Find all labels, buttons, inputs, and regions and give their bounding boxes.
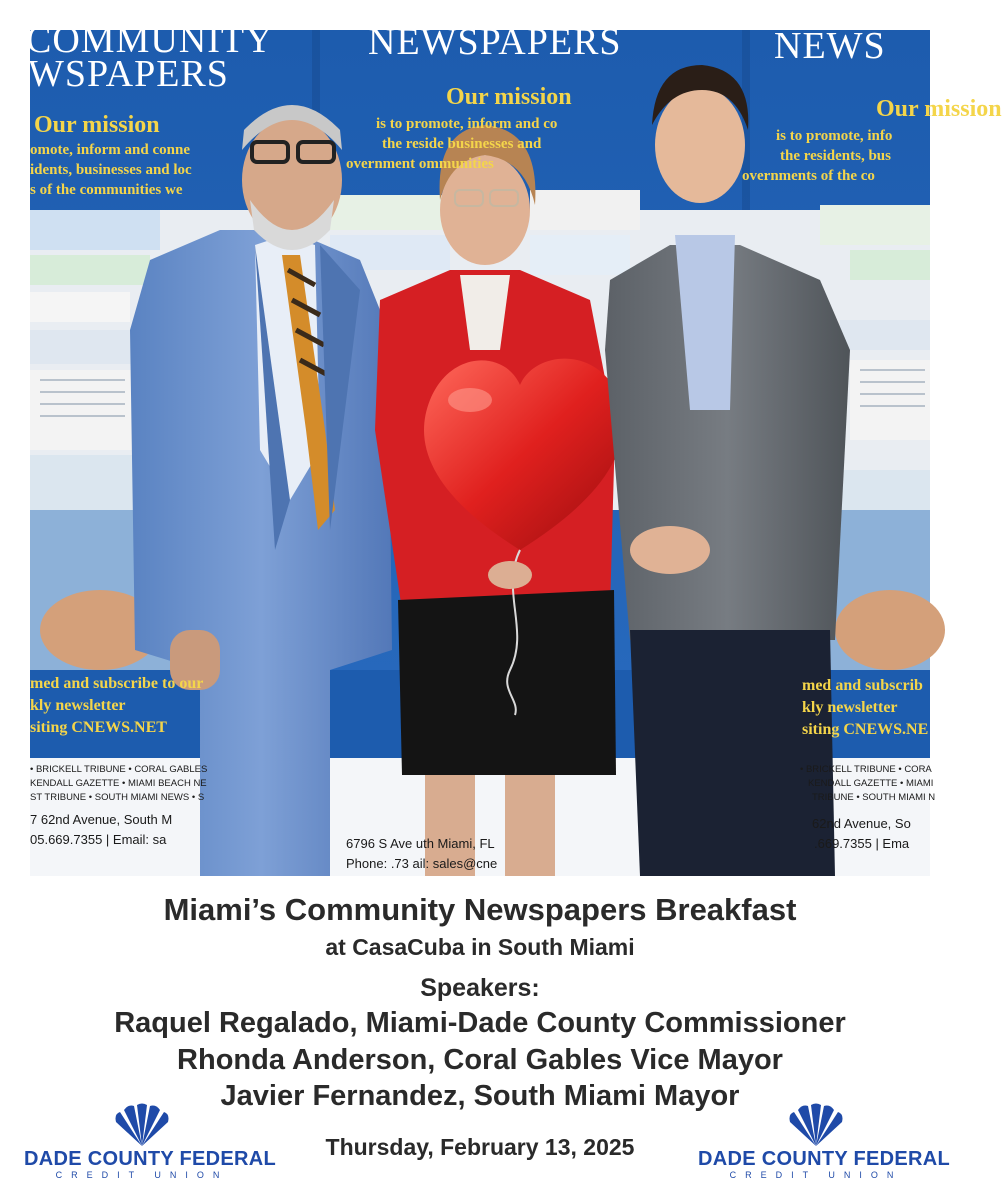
sponsor-name: DADE COUNTY FEDERAL	[698, 1148, 951, 1170]
speakers-heading: Speakers:	[420, 974, 540, 1002]
papers-right-3: TRIBUNE • SOUTH MIAMI N	[812, 792, 936, 803]
subscribe-left-3: siting CNEWS.NET	[30, 719, 167, 736]
papers-left-1: • BRICKELL TRIBUNE • CORAL GABLES	[30, 764, 208, 775]
shell-icon	[110, 1102, 174, 1148]
subscribe-left-2: kly newsletter	[30, 697, 126, 714]
phone-right: .669.7355 | Ema	[814, 836, 910, 851]
backdrop-title-right: NEWS	[774, 25, 886, 67]
address-right: 62nd Avenue, So	[812, 816, 911, 831]
sponsor-logo-left	[24, 1102, 277, 1182]
address-center: 6796 S Ave uth Miami, FL	[346, 836, 495, 851]
mission-heading-right: Our mission	[876, 96, 1002, 122]
phone-center: Phone: .73 ail: sales@cne	[346, 856, 498, 871]
subscribe-left-1: med and subscribe to our	[30, 675, 204, 692]
speaker-3: Javier Fernandez, South Miami Mayor	[220, 1080, 740, 1112]
subscribe-right-2: kly newsletter	[802, 699, 898, 716]
sponsor-name: DADE COUNTY FEDERAL	[24, 1148, 277, 1170]
backdrop-title-center: NEWSPAPERS	[368, 21, 622, 63]
mission-center-3: overnment ommunities	[346, 156, 494, 172]
sponsor-subtitle: CREDIT UNION	[55, 1170, 229, 1180]
speaker-1: Raquel Regalado, Miami-Dade County Commissioner	[114, 1007, 846, 1039]
mission-heading-left: Our mission	[34, 112, 160, 138]
mission-heading-center: Our mission	[446, 84, 572, 110]
papers-right-2: KENDALL GAZETTE • MIAMI	[808, 778, 934, 789]
subscribe-right-1: med and subscrib	[802, 677, 923, 694]
mission-center-1: is to promote, inform and co	[376, 116, 558, 132]
speaker-2: Rhonda Anderson, Coral Gables Vice Mayor	[177, 1044, 783, 1076]
phone-left: 05.669.7355 | Email: sa	[30, 832, 167, 847]
event-photo	[26, 19, 1002, 876]
mission-right-3: overnments of the co	[742, 168, 875, 184]
backdrop-title-left: COMMUNITY	[26, 19, 274, 61]
backdrop-title-left-2: WSPAPERS	[28, 53, 229, 95]
mission-right-2: the residents, bus	[780, 148, 891, 164]
event-title: Miami’s Community Newspapers Breakfast	[163, 892, 797, 927]
shell-icon	[784, 1102, 848, 1148]
event-venue: at CasaCuba in South Miami	[325, 934, 635, 960]
papers-left-2: KENDALL GAZETTE • MIAMI BEACH NE	[30, 778, 207, 789]
mission-left-2: idents, businesses and loc	[30, 162, 192, 178]
sponsor-subtitle: CREDIT UNION	[729, 1170, 903, 1180]
sponsor-logo-right	[698, 1102, 951, 1182]
address-left: 7 62nd Avenue, South M	[30, 812, 173, 827]
mission-left-3: s of the communities we	[30, 182, 183, 198]
mission-right-1: is to promote, info	[776, 128, 893, 144]
subscribe-right-3: siting CNEWS.NE	[802, 721, 929, 738]
papers-right-1: • BRICKELL TRIBUNE • CORA	[800, 764, 932, 775]
mission-left-1: omote, inform and conne	[30, 142, 190, 158]
papers-left-3: ST TRIBUNE • SOUTH MIAMI NEWS • S	[30, 792, 205, 803]
mission-center-2: the reside businesses and	[382, 136, 542, 152]
event-date: Thursday, February 13, 2025	[325, 1134, 635, 1160]
